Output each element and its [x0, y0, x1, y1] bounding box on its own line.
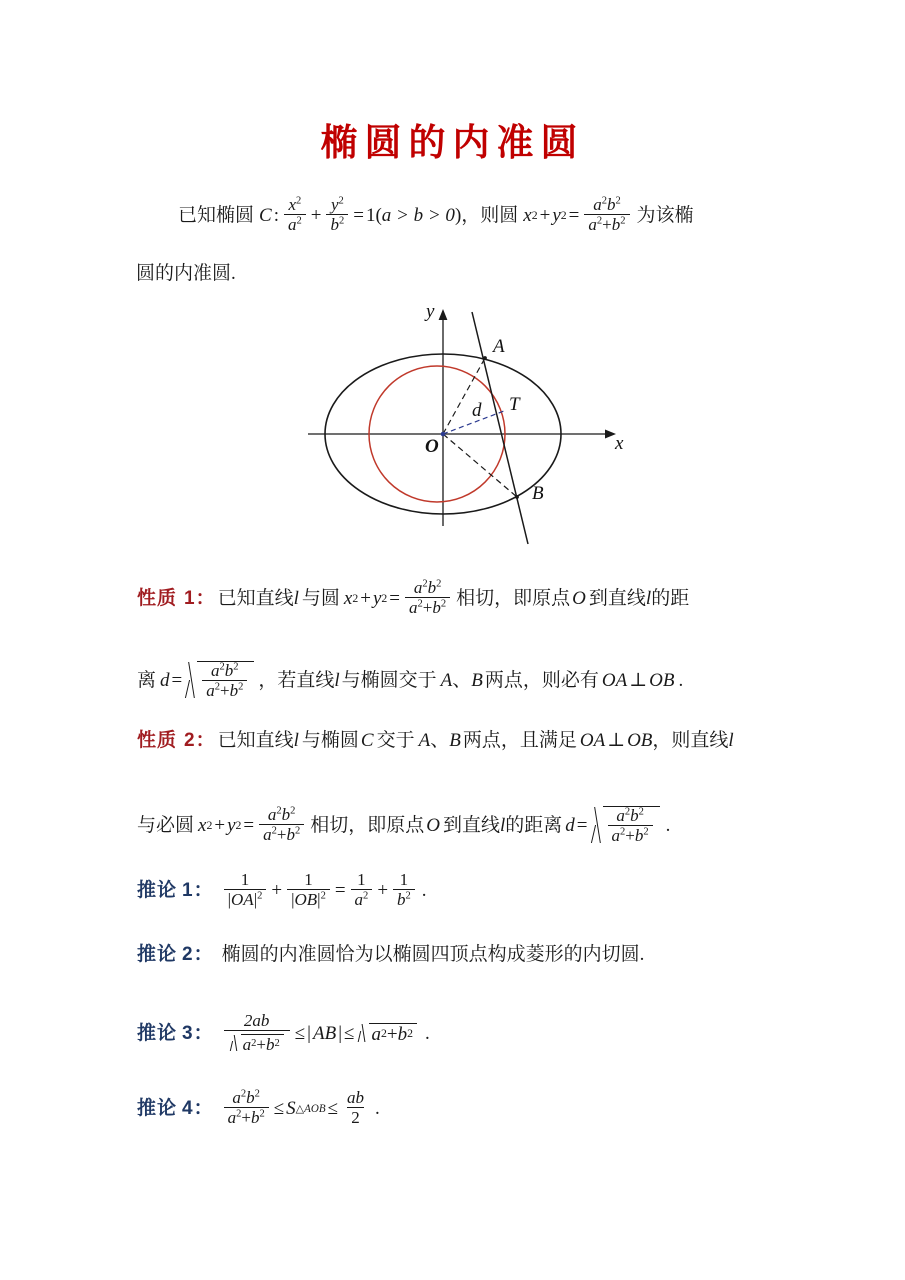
corollary-3-colon: ： — [193, 1022, 214, 1044]
property-1-colon: ： — [195, 588, 216, 609]
radical-sign — [358, 1023, 369, 1044]
exponent-2: 2 — [240, 1088, 247, 1100]
a-symbol: a — [227, 1108, 237, 1127]
fraction-a2b2-over-a2plusb2 — [202, 662, 247, 699]
intro-condition: a > b > 0 — [381, 205, 455, 226]
numerator-one: 1 — [240, 870, 250, 889]
property-1-text-c: 相切，即原点 — [456, 588, 571, 609]
intro-line-1: 已知椭圆 C : $\frac{x^2}{a^2}$ + $\frac{y^2}{b^2}$ = 1 ( a > b > 0 ) ， 则圆 x 2 + y 2 = $\frac{a^2b^2}{a^2+b^2}$ 为该椭 — [178, 195, 694, 234]
property-1-label: 性质 — [137, 588, 178, 609]
period: . — [665, 815, 671, 836]
property-1-text-e: 的距 — [651, 588, 690, 609]
fraction-1-over-a2 — [351, 871, 373, 908]
corollary-3-number: 3 — [182, 1022, 194, 1044]
fraction-a2b2-over-a2plusb2 — [608, 807, 653, 844]
exponent-2: 2 — [238, 681, 244, 693]
a-symbol: a — [211, 661, 220, 680]
corollary-2-colon: ： — [193, 944, 214, 966]
d-symbol: d — [160, 670, 170, 691]
less-equal-operator: ≤ — [344, 1022, 355, 1044]
fraction-a2b2-over-a2plusb2 — [584, 196, 629, 233]
y-symbol: y — [552, 205, 561, 226]
segment-OA-symbol: OA — [601, 670, 628, 691]
sqrt-a2b2-over-a2plusb2 — [186, 661, 254, 700]
abs-bar: | — [291, 890, 295, 909]
sqrt-a2plusb2: a 2 + b 2 — [230, 1034, 284, 1053]
property-1-text-f: ，若直线 — [258, 670, 335, 691]
point-A-marker — [483, 356, 487, 360]
b-symbol: b — [250, 1108, 260, 1127]
segment-OB-symbol: OB — [627, 730, 653, 752]
b-symbol: b — [246, 1088, 255, 1107]
curve-C-symbol: C — [360, 730, 374, 752]
a-symbol: a — [616, 806, 625, 825]
plus-operator: + — [310, 205, 322, 226]
figure-svg — [300, 298, 630, 550]
b-symbol: b — [630, 806, 639, 825]
b-symbol: b — [397, 1023, 408, 1045]
perpendicular-operator: ⊥ — [607, 730, 626, 752]
point-B-marker — [515, 495, 519, 499]
d-symbol: d — [565, 815, 575, 836]
exponent-2: 2 — [338, 195, 344, 207]
period: . — [421, 880, 427, 901]
plus-operator: + — [625, 826, 635, 845]
numerator-ab: ab — [347, 1088, 364, 1107]
fraction-1-over-OA2 — [224, 871, 267, 908]
property-1-text-a: 已知直线 — [217, 588, 294, 609]
property-1-line-1: 性质 1 ： 已知直线 l 与圆 x 2 + y 2 = $\frac{a^2b^2}{a^2+b^2}$ 相切，即原点 O 到直线 l 的距 — [137, 578, 690, 617]
exponent-2: 2 — [320, 890, 326, 902]
corollary-1-label: 推论 — [137, 880, 178, 901]
corollary-4-label: 推论 — [137, 1098, 178, 1119]
property-1-text-g: 与椭圆交于 — [341, 670, 437, 691]
plus-operator: + — [360, 588, 371, 609]
property-2-line-2: 与必圆 x 2 + y 2 = $\frac{a^2b^2}{a^2+b^2}$ 相切，即原点 O 到直线 l 的距离 d = $\frac{a^2b^2}{a^2+b^2}$ . — [137, 805, 671, 845]
b-symbol: b — [606, 195, 616, 214]
numerator-one: 1 — [399, 870, 409, 889]
numerator-one: 1 — [357, 870, 366, 889]
area-S-symbol: S — [286, 1098, 296, 1119]
exponent-2: 2 — [271, 825, 277, 837]
exponent-2: 2 — [257, 890, 263, 902]
intro-then-circle: 则圆 — [480, 205, 519, 226]
abs-bar: | — [227, 890, 232, 909]
corollary-4-colon: ： — [193, 1098, 214, 1119]
sqrt-a2plusb2: a 2 + b 2 — [358, 1023, 417, 1044]
intro-lead: 已知椭圆 — [178, 205, 255, 226]
line-l-symbol: l — [293, 588, 299, 609]
plus-operator: + — [220, 681, 230, 700]
denominator-two: 2 — [351, 1108, 360, 1127]
a-symbol: a — [371, 1023, 381, 1045]
corollary-2 — [137, 944, 644, 964]
a-symbol: a — [611, 826, 621, 845]
page-title: 椭圆的内准圆 — [320, 122, 585, 163]
fraction-2ab-over-sqrt-a2plusb2 — [224, 1012, 290, 1053]
less-equal-operator: ≤ — [327, 1098, 338, 1119]
radical-sign — [592, 806, 603, 845]
exponent-2: 2 — [422, 578, 428, 590]
exponent-2: 2 — [624, 806, 631, 818]
abs-bar: | — [317, 890, 321, 909]
corollary-3 — [137, 1013, 430, 1054]
line-l-symbol: l — [334, 670, 340, 691]
point-B-symbol: B — [449, 730, 461, 752]
fraction-y2-over-b2 — [326, 196, 348, 233]
fraction-a2b2-over-a2plusb2 — [405, 579, 450, 616]
b-symbol: b — [229, 681, 239, 700]
exponent-2: 2 — [214, 681, 220, 693]
plus-operator: + — [539, 205, 551, 226]
property-2-text-g: 相切，即原点 — [310, 815, 425, 836]
a-symbol: a — [287, 215, 297, 234]
period: . — [424, 1022, 430, 1044]
exponent-2: 2 — [296, 195, 302, 207]
a-symbol: a — [593, 195, 602, 214]
property-2-colon: ： — [195, 730, 216, 752]
origin-point — [441, 432, 446, 437]
corollary-1-colon: ： — [193, 880, 214, 901]
corollary-4: 推论 4 ： $\frac{a^2b^2}{a^2+b^2}$ ≤ S △AOB ≤ $\frac{ab}{2}$ . — [137, 1088, 380, 1127]
property-2-text-h: 到直线 — [442, 815, 500, 836]
property-2-text-d: 两点，且满足 — [462, 730, 577, 752]
property-1-text-d: 到直线 — [588, 588, 646, 609]
b-symbol: b — [224, 661, 234, 680]
origin-O-symbol: O — [426, 815, 440, 836]
exponent-2: 2 — [601, 195, 607, 207]
corollary-2-number: 2 — [182, 944, 194, 966]
corollary-1-number: 1 — [182, 880, 194, 901]
property-2-label: 性质 — [137, 730, 178, 752]
segment-OA-symbol: OA — [231, 890, 254, 909]
property-1-line-2 — [137, 661, 683, 700]
b-symbol: b — [330, 215, 339, 234]
exponent-2: 2 — [363, 890, 369, 902]
property-2-text-f: 与必圆 — [137, 815, 195, 836]
exponent-2: 2 — [615, 195, 621, 207]
exponent-2: 2 — [338, 215, 345, 227]
segment-OA-symbol: OA — [579, 730, 606, 752]
exponent-2: 2 — [440, 598, 447, 610]
line-l-symbol: l — [500, 815, 506, 836]
axis-y-label: y — [426, 301, 435, 322]
paren-close: ) — [454, 205, 462, 226]
a-symbol: a — [242, 1034, 252, 1054]
x-symbol: x — [343, 588, 353, 609]
segment-OB-symbol: OB — [649, 670, 675, 691]
corollary-1 — [137, 872, 427, 909]
fraction-x2-over-a2 — [284, 196, 306, 233]
b-symbol: b — [611, 215, 621, 234]
origin-label: O — [425, 436, 439, 457]
property-2-number: 2 — [184, 730, 196, 752]
axis-x-label: x — [615, 433, 624, 454]
segment-OB-symbol: OB — [294, 890, 318, 909]
period: . — [375, 1098, 380, 1119]
property-1-number: 1 — [184, 588, 196, 609]
b-symbol: b — [432, 598, 441, 617]
x-symbol: x — [288, 195, 296, 214]
abs-bar: | — [253, 890, 258, 909]
b-symbol: b — [281, 805, 291, 824]
numerator-one: 1 — [304, 870, 313, 889]
point-A-label: A — [493, 336, 505, 357]
exponent-2: 2 — [294, 825, 301, 837]
corollary-3-label: 推论 — [137, 1022, 178, 1044]
exponent-2: 2 — [643, 826, 649, 838]
exponent-2: 2 — [405, 890, 411, 902]
equals-operator: = — [576, 815, 588, 836]
exponent-2: 2 — [638, 806, 644, 818]
exponent-2: 2 — [219, 661, 225, 673]
intro-one: 1 — [365, 205, 376, 226]
fraction-ab-over-2 — [343, 1089, 368, 1126]
exponent-2: 2 — [236, 1108, 242, 1120]
plus-operator: + — [214, 815, 226, 836]
property-1-text-distance: 离 — [137, 670, 157, 691]
segment-AB-symbol: AB — [312, 1022, 337, 1044]
exponent-2: 2 — [233, 661, 239, 673]
point-A-symbol: A — [418, 730, 431, 752]
a-symbol: a — [263, 825, 272, 844]
plus-operator: + — [602, 215, 612, 234]
b-symbol: b — [286, 825, 295, 844]
a-symbol: a — [232, 1088, 241, 1107]
line-l-symbol: l — [293, 730, 299, 752]
fraction-a2b2-over-a2plusb2 — [224, 1089, 269, 1126]
enumeration-comma: 、 — [452, 670, 472, 691]
corollary-2-text: 椭圆的内准圆恰为以椭圆四顶点构成菱形的内切圆. — [221, 944, 645, 966]
ellipse-inner-directrix-circle-figure — [300, 298, 630, 550]
property-1-text-b: 与圆 — [301, 588, 340, 609]
origin-O-symbol: O — [572, 588, 586, 609]
property-2-text-b: 与椭圆 — [301, 730, 359, 752]
abs-bar: | — [338, 1022, 343, 1044]
segment-OA — [443, 358, 485, 434]
a-symbol: a — [409, 598, 418, 617]
intro-comma: ， — [461, 205, 481, 226]
exponent-2: 2 — [620, 215, 626, 227]
abs-bar: | — [307, 1022, 311, 1044]
equals-operator: = — [243, 815, 255, 836]
line-l-symbol: l — [728, 730, 734, 752]
equals-operator: = — [334, 880, 346, 901]
intro-line-2: 圆的内准圆. — [136, 263, 236, 284]
property-2-text-i: 的距离 — [505, 815, 563, 836]
plus-operator: + — [241, 1108, 251, 1127]
exponent-2: 2 — [276, 805, 282, 817]
b-symbol: b — [397, 890, 406, 909]
numerator-2ab: 2ab — [243, 1011, 270, 1030]
equals-operator: = — [171, 670, 183, 691]
property-2-line-1 — [137, 730, 734, 750]
radical-sign — [230, 1034, 241, 1053]
equals-operator: = — [568, 205, 580, 226]
y-axis-arrow — [439, 309, 448, 320]
a-symbol: a — [413, 578, 423, 597]
exponent-2: 2 — [620, 826, 626, 838]
distance-d-label: d — [472, 400, 482, 421]
exponent-2: 2 — [259, 1108, 265, 1120]
equals-operator: = — [353, 205, 364, 226]
property-2-text-e: ，则直线 — [652, 730, 729, 752]
intro-curve-name: C — [259, 205, 272, 226]
perpendicular-operator: ⊥ — [629, 670, 648, 691]
fraction-1-over-b2 — [393, 871, 415, 908]
plus-operator: + — [386, 1023, 398, 1045]
a-symbol: a — [267, 805, 277, 824]
exponent-2: 2 — [417, 598, 423, 610]
plus-operator: + — [422, 598, 433, 617]
plus-operator: + — [256, 1034, 266, 1054]
exponent-2: 2 — [436, 578, 442, 590]
y-symbol: y — [330, 195, 339, 214]
exponent-2: 2 — [296, 215, 302, 227]
property-1-text-h: 两点，则必有 — [484, 670, 599, 691]
point-B-symbol: B — [471, 670, 483, 691]
enumeration-comma: 、 — [430, 730, 450, 752]
b-symbol: b — [634, 826, 644, 845]
property-2-text-c: 交于 — [376, 730, 415, 752]
corollary-2-label: 推论 — [137, 944, 178, 966]
radical-sign — [186, 661, 197, 700]
exponent-2: 2 — [254, 1088, 260, 1100]
equals-operator: = — [389, 588, 401, 609]
intro-tail: 为该椭 — [636, 205, 694, 226]
x-symbol: x — [523, 205, 532, 226]
property-2-text-a: 已知直线 — [217, 730, 294, 752]
point-B-label: B — [532, 483, 544, 504]
less-equal-operator: ≤ — [273, 1098, 285, 1119]
point-A-symbol: A — [440, 670, 453, 691]
b-symbol: b — [427, 578, 437, 597]
plus-operator: + — [276, 825, 287, 844]
paren-open: ( — [375, 205, 382, 226]
plus-operator: + — [377, 880, 389, 901]
tangent-point-T-label: T — [509, 394, 520, 415]
plus-operator: + — [271, 880, 283, 901]
sqrt-a2b2-over-a2plusb2 — [592, 806, 660, 845]
a-symbol: a — [354, 890, 364, 909]
fraction-a2b2-over-a2plusb2 — [259, 806, 304, 843]
corollary-4-number: 4 — [182, 1098, 194, 1119]
less-equal-operator: ≤ — [294, 1022, 306, 1044]
intro-colon: : — [273, 205, 279, 226]
y-symbol: y — [372, 588, 382, 609]
fraction-1-over-OB2 — [287, 871, 330, 908]
exponent-2: 2 — [290, 805, 296, 817]
a-symbol: a — [588, 215, 597, 234]
exponent-2: 2 — [596, 215, 603, 227]
a-symbol: a — [206, 681, 215, 700]
y-symbol: y — [227, 815, 236, 836]
period: . — [678, 670, 684, 691]
b-symbol: b — [265, 1034, 275, 1054]
x-symbol: x — [198, 815, 207, 836]
line-l-symbol: l — [645, 588, 652, 609]
